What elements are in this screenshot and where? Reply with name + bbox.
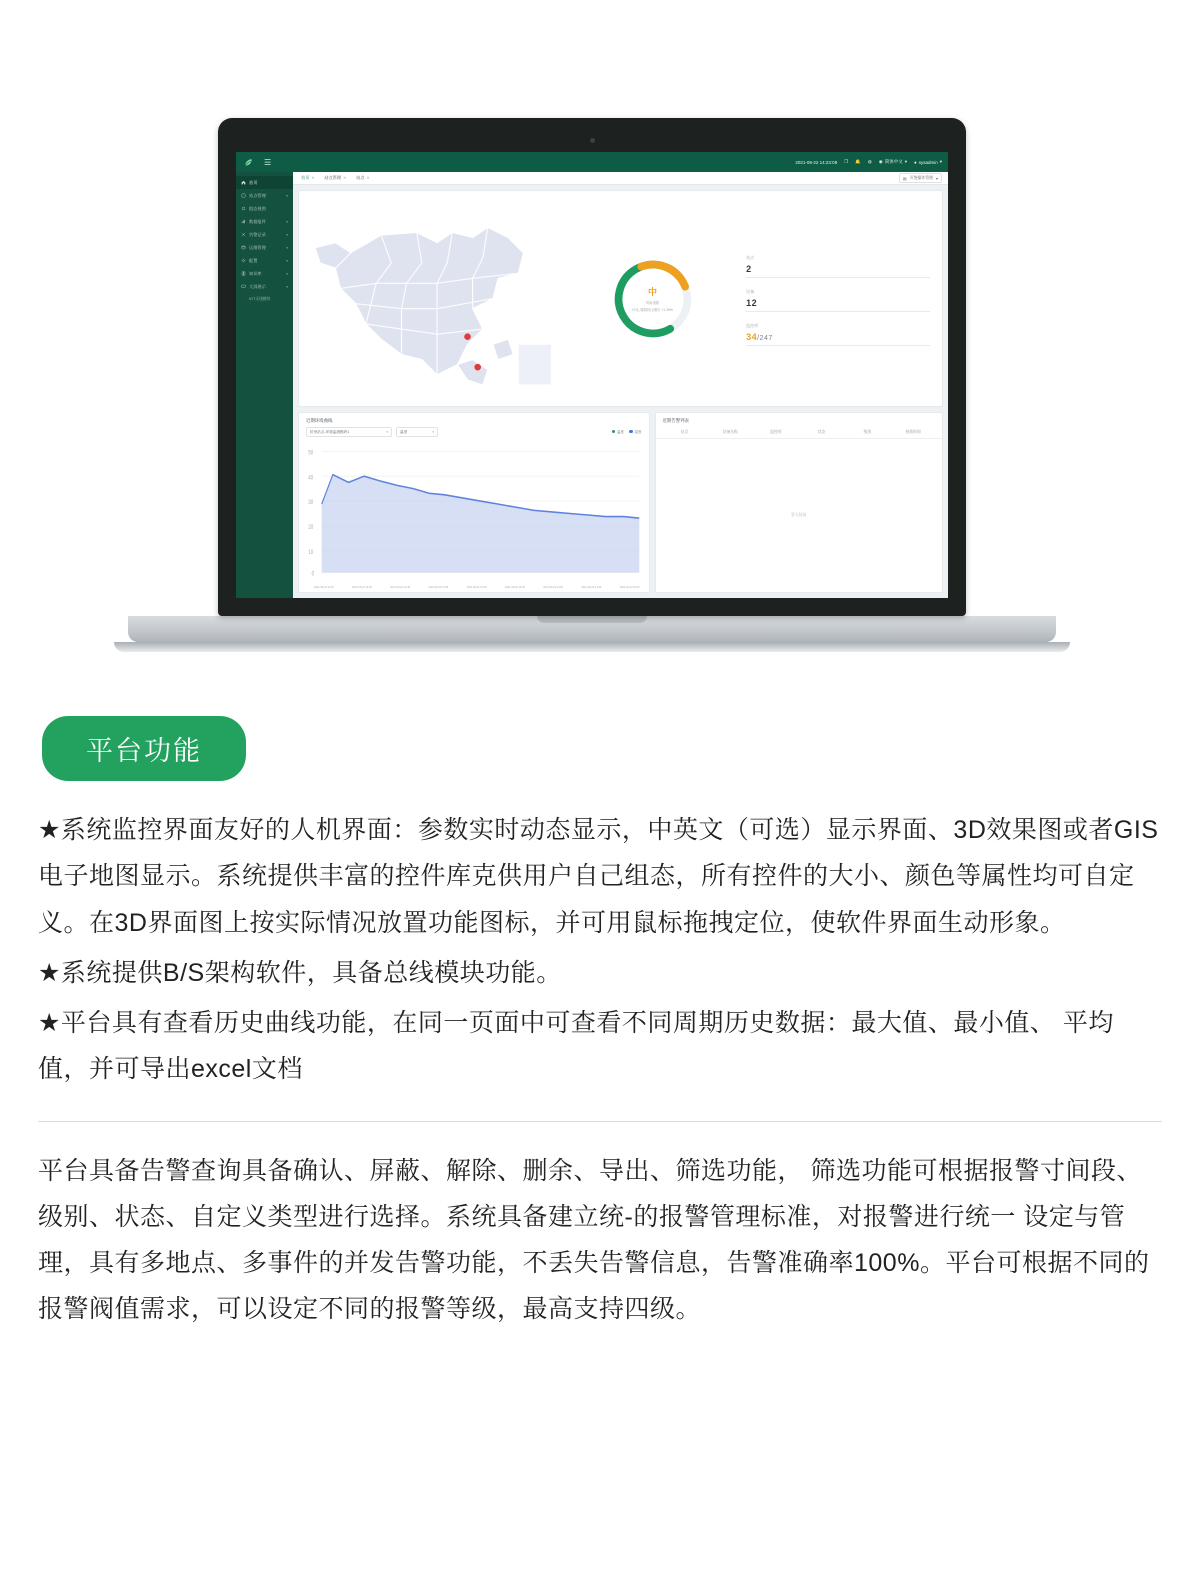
tab-site[interactable] [354,175,371,181]
sidebar-item-view[interactable] [236,202,293,215]
palette-icon: ◉ [878,159,883,164]
laptop-mockup [0,0,1200,660]
sidebar-item-home[interactable] [236,176,293,189]
x-tick: 2021-09-22 12:06 [352,586,372,589]
view-icon [241,206,246,211]
content-area [293,172,948,598]
x-tick: 2021-09-22 14:06 [619,586,640,589]
ops-icon [241,245,246,250]
gauge-subcaption: 环比-周期同比增长 +1.25% [632,308,673,313]
x-tick: 2021-09-22 13:46 [504,586,525,589]
chevron-down-icon: ▾ [432,430,434,435]
sidebar-footer-note: IOT无线模块 [249,297,271,301]
x-tick: 2021-09-22 12:46 [390,586,411,589]
chevron-down-icon: ▾ [286,245,288,250]
sidebar-item-label: 配置 [249,257,258,263]
stat-devices [746,289,930,312]
leaf-logo-icon [242,156,254,168]
trend-chart-plot[interactable] [299,440,649,586]
alarm-icon [241,232,246,237]
alarm-list-title: 近期告警列表 [662,418,689,424]
chevron-down-icon: ▾ [286,193,288,198]
stat-sites [746,255,930,278]
risk-gauge [565,191,740,406]
user-icon: ● [914,159,917,165]
stat-value: 2 [746,264,752,275]
chevron-down-icon: ▾ [286,271,288,276]
feature-paragraph-1: ★系统监控界面友好的人机界面：参数实时动态显示，中英文（可选）显示界面、3D效果图或者GIS电子地图显示。系统提供丰富的控件库克供用户自己组态，所有控件的大小、颜色等属性均可自定义。在3D界面图上按实际情况放置功能图标，并可用鼠标拖拽定位，使软件界面生动形象。 [38,816,1159,937]
close-icon[interactable]: ✕ [343,176,347,180]
stat-label: 监控项 [746,323,759,329]
tab-home[interactable] [299,175,316,181]
theme-label: 简体中文 [884,159,903,164]
svg-text:10: 10 [308,549,314,557]
x-tick: 2021-09-22 14:26 [581,586,602,589]
metric-select-value: 温度 [400,429,408,434]
stats-panel [740,191,942,406]
sidebar-item-label: 站点管理 [249,192,266,198]
stat-label: 设备 [746,289,755,295]
stat-unit: /247 [757,335,773,343]
legend-item-humidity[interactable] [629,430,642,435]
dashboard-panels [293,185,948,598]
sidebar-item-label: 告警记录 [249,231,266,237]
column-header: 设备名称 [722,430,738,435]
chevron-down-icon: ▾ [286,219,288,224]
sidebar-item-ops[interactable] [236,241,293,254]
column-header: 级别 [863,430,872,435]
sidebar-item-alarm[interactable] [236,228,293,241]
station-select-value: 杭州站点-环境监测模块1 [310,429,350,434]
tab-actions-button[interactable] [899,173,942,183]
alarm-list-card [655,412,943,593]
screen-icon [241,284,246,289]
section-badge: 平台功能 [42,716,246,781]
gauge-value: 中 [648,287,658,298]
close-icon[interactable]: ✕ [366,176,370,180]
chart-area-fill [322,475,640,573]
column-header: 站点 [680,430,689,435]
stat-monitor-items [746,323,930,346]
sidebar-item-label: 知识库 [249,270,262,276]
chart-legend [612,430,642,435]
alarm-table-empty: 暂无数据 [791,513,807,518]
sidebar-item-label: 数据报件 [249,218,266,224]
bell-icon[interactable]: 🔔 [855,159,861,164]
chart-icon [241,219,246,224]
chevron-down-icon: ▾ [936,175,938,181]
layout-icon: ▤ [903,175,907,181]
tab-label: 首页 [301,175,310,180]
tab-label: 站点管理 [324,175,342,180]
sidebar-item-label: 首页 [249,179,258,185]
svg-text:40: 40 [308,474,314,482]
alarm-paragraph: 平台具备告警查询具备确认、屏蔽、解除、删余、导出、筛选功能， 筛选功能可根据报警寸间段、级别、状态、自定义类型进行选择。系统具备建立统-的报警管理标准，对报警进行统一 设定与管理，具有多地点、多事件的并发告警功能，不丢失告警信息，告警准确率100%。平台可根据不同的报警阀值需求，可以设定不同的报警等级，最高支持四级。 [38,1156,1150,1324]
svg-text:0: 0 [311,571,315,579]
sidebar-item-bigscreen[interactable] [236,280,293,293]
tab-actions-label: 页签操作管理 [909,175,934,180]
svg-text:50: 50 [308,449,314,457]
metric-select[interactable] [396,427,438,437]
sidebar-item-label: 组态视图 [249,205,266,211]
book-icon [241,271,246,276]
china-map-svg [305,197,559,400]
column-header: 状态 [817,430,826,435]
column-header: 监控项 [770,430,782,435]
copy-icon[interactable]: ❐ [844,159,849,164]
topbar-datetime: 2021-09-22 14:23:08 [795,159,838,165]
sidebar-item-knowledge[interactable] [236,267,293,280]
chevron-down-icon: ▾ [286,232,288,237]
webcam-icon [590,138,595,143]
sidebar-item-label: 运维管理 [249,244,266,250]
laptop-base-shadow [114,642,1070,652]
overview-card [298,190,943,407]
gear-icon [241,258,246,263]
article-section [0,660,1200,1333]
tab-site-management[interactable] [322,175,348,181]
laptop-base [128,616,1056,642]
column-header: 持续时间 [905,430,921,435]
x-tick: 2021-09-22 11:26 [314,586,334,589]
tab-label: 站点 [356,175,365,180]
stat-value [746,332,930,342]
feature-paragraph-2: ★系统提供B/S架构软件，具备总线模块功能。 [38,958,562,987]
x-tick: 2021-09-22 14:06 [543,586,563,589]
theme-selector[interactable] [879,159,907,165]
legend-label: 湿度 [634,429,642,434]
tab-bar [293,172,948,185]
app-topbar [236,152,948,172]
sidebar-item-label: 大屏展示 [249,283,266,289]
site-icon [241,193,246,198]
monitoring-app [236,152,948,598]
sidebar-item-site[interactable] [236,189,293,202]
home-icon [241,180,246,185]
chart-x-axis-labels [299,586,649,592]
trend-chart-controls [299,427,649,440]
chevron-down-icon: ▾ [939,159,942,164]
stat-value: 12 [746,298,758,309]
globe-icon[interactable]: ◍ [867,159,872,164]
chevron-down-icon: ▾ [904,159,907,164]
legend-label: 温度 [617,429,625,434]
china-map[interactable] [299,191,565,406]
laptop-lid [218,118,966,616]
legend-item-temperature[interactable] [612,430,625,435]
station-select[interactable] [306,427,392,437]
svg-text:20: 20 [308,524,314,532]
chevron-down-icon: ▾ [386,430,388,435]
svg-text:30: 30 [308,499,314,507]
sidebar [236,172,293,598]
stat-label: 站点 [746,255,755,261]
chevron-down-icon: ▾ [286,284,288,289]
sidebar-item-report[interactable] [236,215,293,228]
chevron-down-icon: ▾ [286,258,288,263]
map-marker[interactable] [474,364,481,371]
section-divider [38,1121,1162,1122]
x-tick: 2021-09-22 13:26 [466,586,487,589]
close-icon[interactable]: ✕ [311,176,315,180]
x-tick: 2021-09-22 13:26 [428,586,449,589]
trend-chart-svg [306,442,642,582]
trend-chart-card [298,412,650,593]
sidebar-item-config[interactable] [236,254,293,267]
laptop-screen [236,152,948,598]
trend-chart-title: 近期环境曲线 [306,418,333,424]
hamburger-icon[interactable]: ☰ [264,157,272,167]
gauge-caption: 风险指数 [645,301,660,306]
stat-number: 34 [746,332,758,343]
map-marker[interactable] [464,333,471,340]
alarm-table-header [656,427,942,439]
user-label: sysadmin [918,159,938,165]
feature-paragraph-3: ★平台具有查看历史曲线功能，在同一页面中可查看不同周期历史数据：最大值、最小值、 平均值，并可导出excel文档 [38,1009,1114,1084]
user-menu[interactable] [914,159,942,165]
